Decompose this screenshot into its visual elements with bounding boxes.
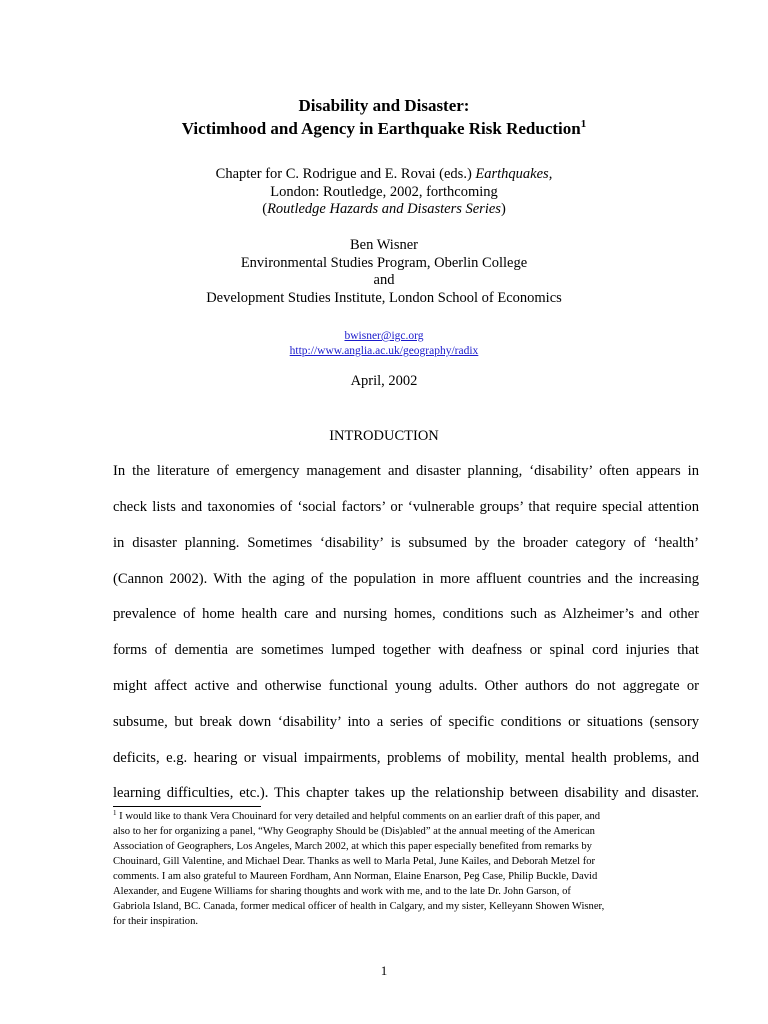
publication-book-title: Earthquakes,: [475, 166, 553, 182]
section-heading: INTRODUCTION: [329, 428, 439, 444]
body-line: subsume, but break down ‘disability’ into a series of specific conditions or situations (sensory: [113, 714, 699, 730]
body-line: in disaster planning. Sometimes ‘disability’ is subsumed by the broader category of ‘health’: [113, 535, 699, 551]
publication-chapter: Chapter for C. Rodrigue and E. Rovai (eds.): [215, 166, 476, 182]
publication-line-2: London: Routledge, 2002, forthcoming: [270, 184, 498, 200]
footnote-line: Gabriola Island, BC. Canada, former medical officer of health in Calgary, and my sister, Kelleyann Showen Wisner,: [113, 901, 605, 912]
title-line-2: [0, 119, 768, 139]
author-affiliation-1: Environmental Studies Program, Oberlin College: [240, 255, 528, 271]
website-link[interactable]: http://www.anglia.ac.uk/geography/radix: [289, 345, 479, 357]
document-date: April, 2002: [350, 373, 418, 389]
body-line: deficits, e.g. hearing or visual impairments, problems of mobility, mental health problems, and: [113, 750, 699, 766]
footnote-line: comments. I am also grateful to Maureen Fordham, Ann Norman, Elaine Enarson, Peg Case, Philip Buckle, David: [113, 871, 598, 882]
body-line: learning difficulties, etc.). This chapter takes up the relationship between disability and disaster.: [113, 785, 699, 801]
series-open-paren: (: [262, 201, 268, 217]
page-number: 1: [380, 963, 388, 978]
author-affiliation-2: Development Studies Institute, London School of Economics: [206, 290, 562, 306]
publication-line-3: [0, 201, 768, 218]
footnote-line: also to her for organizing a panel, “Why Geography Should be (Dis)abled” at the annual meeting of the American: [113, 826, 595, 837]
body-line: check lists and taxonomies of ‘social factors’ or ‘vulnerable groups’ that require special attention: [113, 499, 699, 515]
footnote-marker: 1: [113, 809, 117, 817]
footnote-line: Alexander, and Eugene Williams for sharing thoughts and work with me, and to the late Dr. John Garson, of: [113, 886, 571, 897]
footnote-line: for their inspiration.: [113, 916, 199, 927]
title-text: Victimhood and Agency in Earthquake Risk Reduction: [181, 119, 581, 138]
publication-line-1: [0, 166, 768, 183]
body-line: (Cannon 2002). With the aging of the population in more affluent countries and the increasing: [113, 571, 699, 587]
series-close-paren: ): [500, 201, 506, 217]
footnote-line: [113, 811, 713, 823]
author-conjunction: and: [373, 272, 395, 288]
body-line: forms of dementia are sometimes lumped together with deafness or spinal cord injuries that: [113, 642, 699, 658]
footnote-line: Association of Geographers, Los Angeles, March 2002, at which this paper especially benefited from remarks by: [113, 841, 592, 852]
footnote-line: Chouinard, Gill Valentine, and Michael Dear. Thanks as well to Marla Petal, June Kailes, and Deborah Metzel for: [113, 856, 596, 867]
body-line: In the literature of emergency management and disaster planning, ‘disability’ often appears in: [113, 463, 699, 479]
footnote-text: I would like to thank Vera Chouinard for very detailed and helpful comments on an earlier draft of this paper, and: [116, 811, 601, 822]
body-line: prevalence of home health care and nursing homes, conditions such as Alzheimer’s and other: [113, 606, 699, 622]
author-name: Ben Wisner: [349, 237, 418, 253]
title-line-1: Disability and Disaster:: [298, 96, 470, 115]
body-line: might affect active and otherwise functional young adults. Other authors do not aggregate or: [113, 678, 699, 694]
url-row: [0, 341, 768, 359]
publication-series: Routledge Hazards and Disasters Series: [267, 201, 501, 217]
footnote-separator: [113, 806, 261, 807]
email-link[interactable]: bwisner@igc.org: [344, 330, 424, 342]
title-footnote-marker[interactable]: 1: [580, 118, 587, 130]
